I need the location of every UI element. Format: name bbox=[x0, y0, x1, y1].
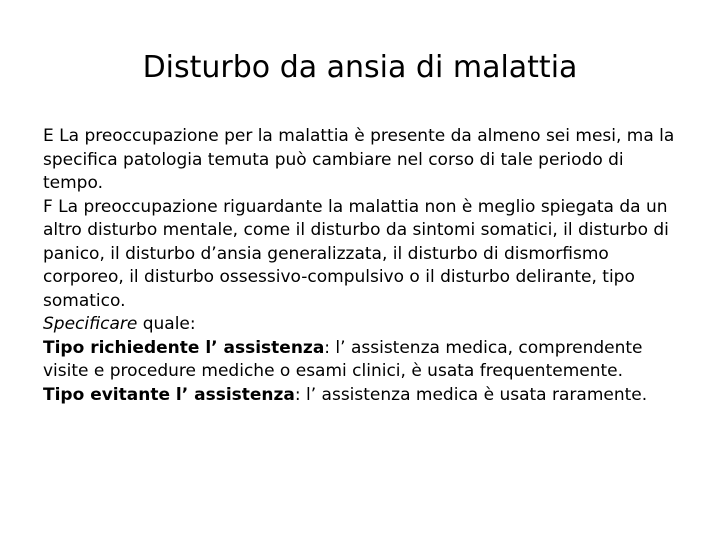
specify-word: Specificare bbox=[43, 314, 138, 334]
type2-text: : l’ assistenza medica è usata raramente. bbox=[294, 384, 648, 405]
specify-rest: quale: bbox=[137, 314, 196, 334]
type2-label: Tipo evitante l’ assistenza bbox=[43, 384, 295, 405]
criterion-f-paragraph: F La preoccupazione riguardante la malattia non è meglio spiegata da un altro disturbo mentale, come il disturbo da sintomi somatici, il disturbo di panico, il disturbo d’ansia generalizzata, il disturbo di dismorfismo corporeo, il disturbo ossessivo-compulsivo o il disturbo delirante, tipo somatico. bbox=[43, 196, 669, 311]
type2-paragraph bbox=[43, 384, 683, 408]
type1-paragraph bbox=[43, 337, 683, 384]
type1-label: Tipo richiedente l’ assistenza bbox=[43, 337, 325, 358]
slide-title: Disturbo da ansia di malattia bbox=[142, 50, 578, 85]
type1-text: : l’ assistenza medica, comprendente visite e procedure mediche o esami clinici, è usata frequentemente. bbox=[43, 337, 643, 381]
slide-body bbox=[43, 125, 683, 407]
specify-paragraph bbox=[43, 313, 683, 337]
criterion-e-paragraph: E La preoccupazione per la malattia è presente da almeno sei mesi, ma la specifica patologia temuta può cambiare nel corso di tale periodo di tempo. bbox=[43, 126, 675, 193]
